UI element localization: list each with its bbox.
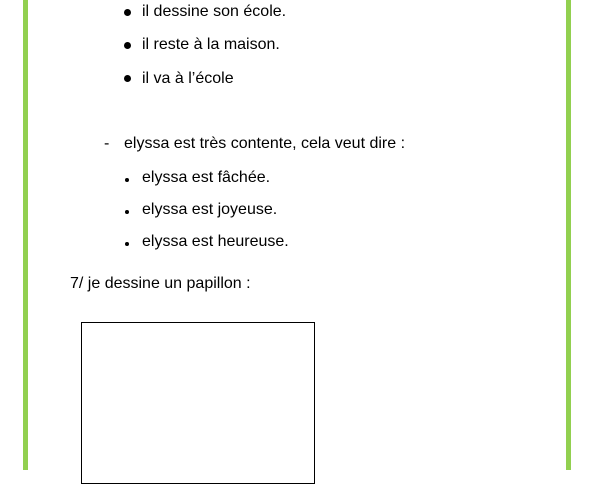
bullet-icon xyxy=(125,242,129,246)
list-item: il va à l’école xyxy=(142,70,234,87)
list-item: elyssa est joyeuse. xyxy=(142,201,278,218)
list-item: elyssa est fâchée. xyxy=(142,169,271,186)
list-item: elyssa est heureuse. xyxy=(142,233,289,250)
section-heading: 7/ je dessine un papillon : xyxy=(70,275,251,292)
list-item: il reste à la maison. xyxy=(142,36,280,53)
bullet-icon xyxy=(124,75,131,82)
question-text: elyssa est très contente, cela veut dire : xyxy=(124,135,406,152)
dash-marker: - xyxy=(104,135,110,152)
page-border-left xyxy=(23,0,28,470)
page-border-right xyxy=(566,0,571,470)
bullet-icon xyxy=(124,9,131,16)
list-item: il dessine son école. xyxy=(142,3,287,20)
drawing-area-box[interactable] xyxy=(81,322,315,484)
bullet-icon xyxy=(125,210,129,214)
bullet-icon xyxy=(124,42,131,49)
bullet-icon xyxy=(125,178,129,182)
